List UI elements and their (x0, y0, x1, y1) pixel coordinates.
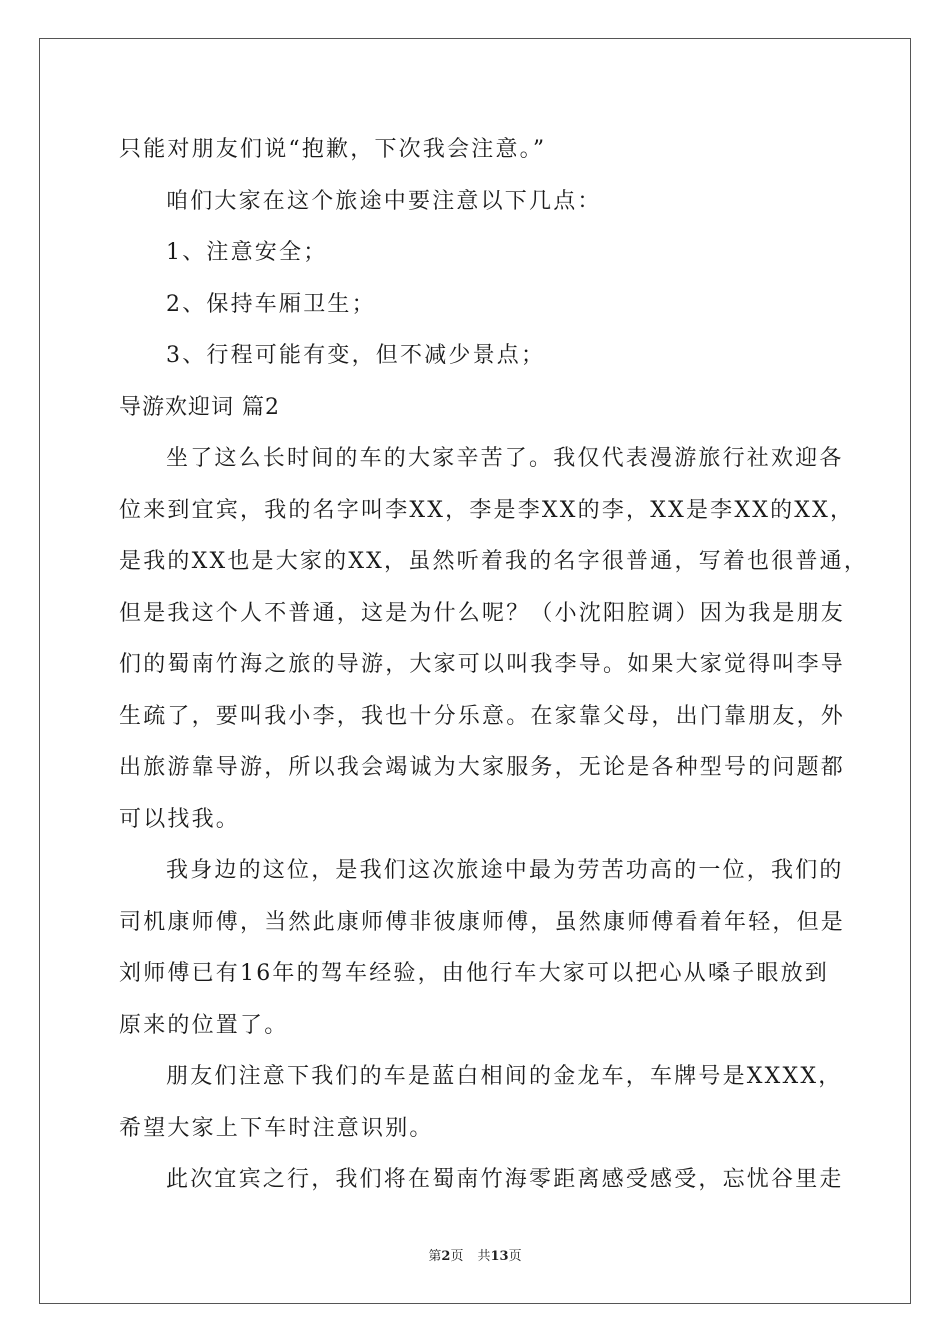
text-line: 们的蜀南竹海之旅的导游，大家可以叫我李导。如果大家觉得叫李导 (119, 652, 846, 677)
text-line: 咱们大家在这个旅途中要注意以下几点： (166, 188, 602, 214)
text-line: 刘师傅已有16年的驾车经验，由他行车大家可以把心从嗓子眼放到 (119, 961, 829, 986)
document-body (119, 124, 869, 1206)
text-line: 司机康师傅，当然此康师傅非彼康师傅，虽然康师傅看着年轻，但是 (119, 909, 846, 935)
section-heading: 导游欢迎词 篇2 (119, 394, 280, 420)
text-line: 希望大家上下车时注意识别。 (119, 1115, 434, 1141)
text-line: 可以找我。 (119, 806, 241, 832)
text-line: 只能对朋友们说“抱歉，下次我会注意。” (119, 137, 547, 162)
text-line: 3、行程可能有变，但不减少景点； (166, 343, 546, 368)
text-line: 此次宜宾之行，我们将在蜀南竹海零距离感受感受，忘忧谷里走 (166, 1167, 844, 1192)
text-line: 是我的XX也是大家的XX，虽然听着我的名字很普通，写着也很普通， (119, 549, 869, 574)
text-line: 朋友们注意下我们的车是蓝白相间的金龙车，车牌号是XXXX， (166, 1064, 843, 1089)
footer-total-prefix: 共 (477, 1249, 491, 1264)
text-line: 2、保持车厢卫生； (166, 291, 376, 317)
page-footer (0, 1248, 950, 1266)
text-line: 生疏了，要叫我小李，我也十分乐意。在家靠父母，出门靠朋友，外 (119, 703, 846, 729)
text-line: 位来到宜宾，我的名字叫李XX，李是李XX的李，XX是李XX的XX， (119, 497, 855, 523)
text-line: 原来的位置了。 (119, 1012, 289, 1038)
text-line: 1、注意安全； (166, 240, 328, 265)
footer-page-suffix: 页 (450, 1249, 464, 1264)
text-line: 但是我这个人不普通，这是为什么呢？（小沈阳腔调）因为我是朋友 (119, 600, 846, 626)
footer-total-suffix: 页 (508, 1249, 522, 1264)
footer-total-pages: 13 (490, 1249, 509, 1264)
text-line: 我身边的这位，是我们这次旅途中最为劳苦功高的一位，我们的 (166, 858, 844, 883)
footer-page-number: 2 (441, 1249, 451, 1264)
text-line: 坐了这么长时间的车的大家辛苦了。我仅代表漫游旅行社欢迎各 (166, 446, 844, 471)
footer-page-prefix: 第 (428, 1249, 442, 1264)
text-line: 出旅游靠导游，所以我会竭诚为大家服务，无论是各种型号的问题都 (119, 755, 846, 780)
